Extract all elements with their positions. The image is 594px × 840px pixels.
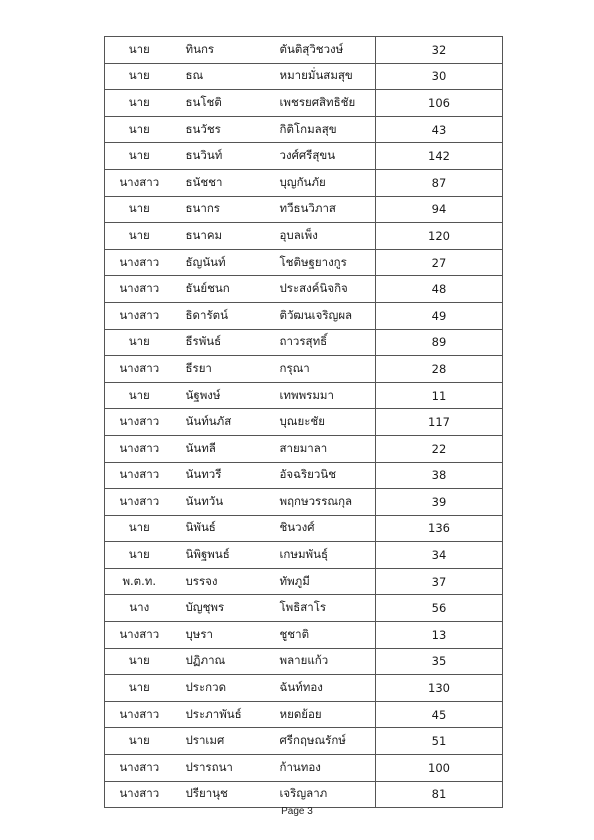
title-cell: นาย <box>105 223 174 250</box>
number-cell: 51 <box>376 728 503 755</box>
number-cell: 38 <box>376 462 503 489</box>
table-row <box>105 116 503 143</box>
first-name-cell: ธิดารัตน์ <box>174 302 263 329</box>
table-row <box>105 595 503 622</box>
number-cell: 39 <box>376 489 503 516</box>
last-name-cell: เทพพรมมา <box>263 382 376 409</box>
number-cell: 120 <box>376 223 503 250</box>
number-cell: 28 <box>376 356 503 383</box>
page-number: Page 3 <box>281 806 313 817</box>
title-cell: นางสาว <box>105 622 174 649</box>
number-cell: 100 <box>376 755 503 782</box>
number-cell: 130 <box>376 675 503 702</box>
table-row <box>105 568 503 595</box>
number-cell: 106 <box>376 90 503 117</box>
table-row <box>105 781 503 808</box>
title-cell: นาย <box>105 728 174 755</box>
table-row <box>105 37 503 64</box>
first-name-cell: ธนโชติ <box>174 90 263 117</box>
first-name-cell: ธันย์ชนก <box>174 276 263 303</box>
first-name-cell: ปราเมศ <box>174 728 263 755</box>
first-name-cell: ธนาคม <box>174 223 263 250</box>
table-row <box>105 329 503 356</box>
first-name-cell: นันทลี <box>174 435 263 462</box>
number-cell: 56 <box>376 595 503 622</box>
number-cell: 89 <box>376 329 503 356</box>
title-cell: นางสาว <box>105 755 174 782</box>
last-name-cell: สายมาลา <box>263 435 376 462</box>
last-name-cell: อุบลเพ็ง <box>263 223 376 250</box>
last-name-cell: โพธิสาโร <box>263 595 376 622</box>
last-name-cell: ชูชาติ <box>263 622 376 649</box>
number-cell: 22 <box>376 435 503 462</box>
last-name-cell: ฉันท์ทอง <box>263 675 376 702</box>
title-cell: นาย <box>105 329 174 356</box>
title-cell: นางสาว <box>105 435 174 462</box>
number-cell: 34 <box>376 542 503 569</box>
first-name-cell: นันท์นภัส <box>174 409 263 436</box>
last-name-cell: ก้านทอง <box>263 755 376 782</box>
last-name-cell: ศรีกฤษณรักษ์ <box>263 728 376 755</box>
table-row <box>105 489 503 516</box>
last-name-cell: ติวัฒนเจริญผล <box>263 302 376 329</box>
last-name-cell: กิติโกมลสุข <box>263 116 376 143</box>
number-cell: 43 <box>376 116 503 143</box>
first-name-cell: บรรจง <box>174 568 263 595</box>
number-cell: 11 <box>376 382 503 409</box>
title-cell: นางสาว <box>105 409 174 436</box>
table-row <box>105 276 503 303</box>
first-name-cell: นัฐพงษ์ <box>174 382 263 409</box>
table-row <box>105 356 503 383</box>
title-cell: พ.ต.ท. <box>105 568 174 595</box>
last-name-cell: ทวีธนวิภาส <box>263 196 376 223</box>
number-cell: 32 <box>376 37 503 64</box>
last-name-cell: หมายมั่นสมสุข <box>263 63 376 90</box>
number-cell: 87 <box>376 169 503 196</box>
number-cell: 13 <box>376 622 503 649</box>
title-cell: นาง <box>105 595 174 622</box>
table-row <box>105 755 503 782</box>
table-row <box>105 462 503 489</box>
first-name-cell: นิพันธ์ <box>174 515 263 542</box>
first-name-cell: ทินกร <box>174 37 263 64</box>
title-cell: นางสาว <box>105 462 174 489</box>
table-row <box>105 515 503 542</box>
first-name-cell: ปรียานุช <box>174 781 263 808</box>
first-name-cell: ปฏิภาณ <box>174 648 263 675</box>
table-row <box>105 169 503 196</box>
last-name-cell: หยดย้อย <box>263 701 376 728</box>
table-row <box>105 302 503 329</box>
first-name-cell: ธนากร <box>174 196 263 223</box>
first-name-cell: ธณ <box>174 63 263 90</box>
table-row <box>105 409 503 436</box>
last-name-cell: เพชรยศสิทธิชัย <box>263 90 376 117</box>
number-cell: 142 <box>376 143 503 170</box>
number-cell: 48 <box>376 276 503 303</box>
title-cell: นาย <box>105 382 174 409</box>
last-name-cell: โชติษฐยางกูร <box>263 249 376 276</box>
title-cell: นางสาว <box>105 249 174 276</box>
number-cell: 136 <box>376 515 503 542</box>
title-cell: นางสาว <box>105 781 174 808</box>
title-cell: นางสาว <box>105 701 174 728</box>
number-cell: 49 <box>376 302 503 329</box>
name-table <box>104 36 503 808</box>
title-cell: นาย <box>105 90 174 117</box>
last-name-cell: ประสงค์นิจกิจ <box>263 276 376 303</box>
first-name-cell: ธีรยา <box>174 356 263 383</box>
table-row <box>105 249 503 276</box>
table-row <box>105 196 503 223</box>
first-name-cell: ธัญนันท์ <box>174 249 263 276</box>
table-row <box>105 622 503 649</box>
first-name-cell: นิพิฐพนธ์ <box>174 542 263 569</box>
title-cell: นางสาว <box>105 302 174 329</box>
first-name-cell: ธนวินท์ <box>174 143 263 170</box>
number-cell: 35 <box>376 648 503 675</box>
first-name-cell: ปรารถนา <box>174 755 263 782</box>
last-name-cell: เกษมพันธุ์ <box>263 542 376 569</box>
title-cell: นางสาว <box>105 489 174 516</box>
table-row <box>105 90 503 117</box>
title-cell: นาย <box>105 648 174 675</box>
last-name-cell: เจริญลาภ <box>263 781 376 808</box>
first-name-cell: ธนัชชา <box>174 169 263 196</box>
first-name-cell: บุษรา <box>174 622 263 649</box>
number-cell: 117 <box>376 409 503 436</box>
title-cell: นางสาว <box>105 356 174 383</box>
first-name-cell: ประกวด <box>174 675 263 702</box>
table-row <box>105 223 503 250</box>
table-row <box>105 143 503 170</box>
title-cell: นาย <box>105 63 174 90</box>
table-row <box>105 542 503 569</box>
title-cell: นาย <box>105 37 174 64</box>
first-name-cell: บัญชุพร <box>174 595 263 622</box>
table-row <box>105 382 503 409</box>
last-name-cell: ชินวงศ์ <box>263 515 376 542</box>
number-cell: 30 <box>376 63 503 90</box>
table-row <box>105 63 503 90</box>
title-cell: นางสาว <box>105 276 174 303</box>
title-cell: นาย <box>105 196 174 223</box>
last-name-cell: ตันติสุวิชวงษ์ <box>263 37 376 64</box>
table-row <box>105 701 503 728</box>
title-cell: นาย <box>105 143 174 170</box>
number-cell: 94 <box>376 196 503 223</box>
last-name-cell: ถาวรสุทธิ์ <box>263 329 376 356</box>
last-name-cell: ทัพภูมี <box>263 568 376 595</box>
table-row <box>105 435 503 462</box>
first-name-cell: ธนวัชร <box>174 116 263 143</box>
number-cell: 27 <box>376 249 503 276</box>
number-cell: 37 <box>376 568 503 595</box>
last-name-cell: พลายแก้ว <box>263 648 376 675</box>
title-cell: นาย <box>105 116 174 143</box>
title-cell: นางสาว <box>105 169 174 196</box>
last-name-cell: บุญกันภัย <box>263 169 376 196</box>
table-row <box>105 675 503 702</box>
first-name-cell: ธีรพันธ์ <box>174 329 263 356</box>
title-cell: นาย <box>105 515 174 542</box>
title-cell: นาย <box>105 542 174 569</box>
last-name-cell: วงศ์ศรีสุขน <box>263 143 376 170</box>
first-name-cell: นันทวัน <box>174 489 263 516</box>
last-name-cell: บุณยะชัย <box>263 409 376 436</box>
table-row <box>105 648 503 675</box>
table-row <box>105 728 503 755</box>
last-name-cell: กรุณา <box>263 356 376 383</box>
number-cell: 45 <box>376 701 503 728</box>
last-name-cell: พฤกษวรรณกุล <box>263 489 376 516</box>
number-cell: 81 <box>376 781 503 808</box>
last-name-cell: อัจฉริยวนิช <box>263 462 376 489</box>
title-cell: นาย <box>105 675 174 702</box>
first-name-cell: ประภาพันธ์ <box>174 701 263 728</box>
first-name-cell: นันทวรี <box>174 462 263 489</box>
